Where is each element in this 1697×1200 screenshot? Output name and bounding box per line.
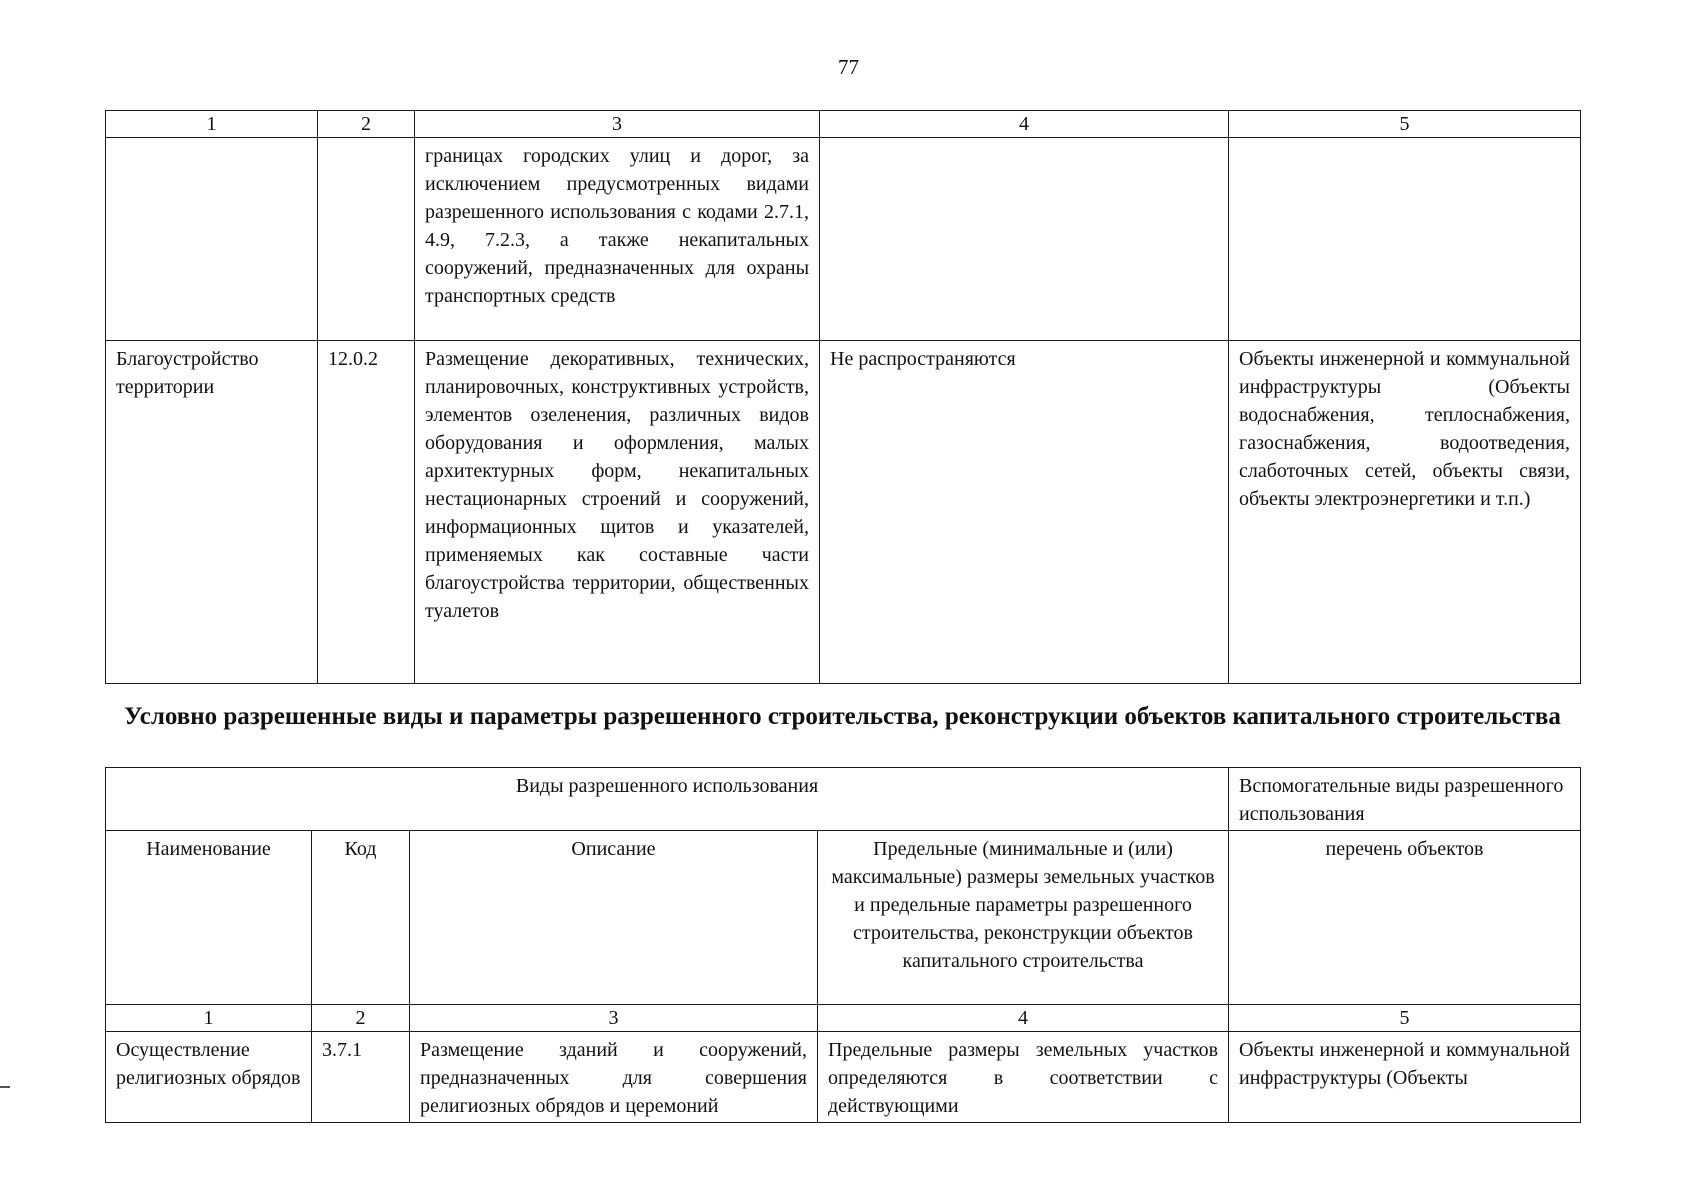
- cell-code: 3.7.1: [312, 1032, 410, 1123]
- header-auxiliary: перечень объектов: [1229, 831, 1581, 1005]
- page-number: 77: [838, 55, 859, 79]
- cell-auxiliary: [1229, 138, 1581, 341]
- group-header-row: [106, 768, 1581, 831]
- column-number-5: 5: [1229, 111, 1581, 138]
- cell-parameters: Не распространяются: [820, 341, 1229, 684]
- cell-description: Размещение декоративных, технических, планировочных, конструктивных устройств, элементов озеленения, различных видов оборудования и оформления, малых архитектурных форм, некапитальных нестационарных строений и сооружений, информационных щитов и указателей, применяемых как составные части благоустройства территории, общественных туалетов: [415, 341, 820, 684]
- column-number-row: [106, 1005, 1581, 1032]
- table-row: [106, 341, 1581, 684]
- cell-description: границах городских улиц и дорог, за исключением предусмотренных видами разрешенного использования с кодами 2.7.1, 4.9, 7.2.3, а также некапитальных сооружений, предназначенных для охраны транспортных средств: [415, 138, 820, 341]
- column-header-row: [106, 831, 1581, 1005]
- cell-parameters: [820, 138, 1229, 341]
- group-header-auxiliary: Вспомогательные виды разрешенного использования: [1229, 768, 1581, 831]
- header-description: Описание: [410, 831, 818, 1005]
- margin-mark: [0, 1086, 10, 1088]
- column-number-3: 3: [410, 1005, 818, 1032]
- column-number-4: 4: [820, 111, 1229, 138]
- land-use-table-continued: [105, 110, 1581, 684]
- column-number-3: 3: [415, 111, 820, 138]
- header-code: Код: [312, 831, 410, 1005]
- cell-auxiliary: Объекты инженерной и коммунальной инфраструктуры (Объекты: [1229, 1032, 1581, 1123]
- cell-code: [318, 138, 415, 341]
- column-number-4: 4: [818, 1005, 1229, 1032]
- cell-name: [106, 138, 318, 341]
- column-number-2: 2: [318, 111, 415, 138]
- column-number-row: [106, 111, 1581, 138]
- cell-name: Благоустройство территории: [106, 341, 318, 684]
- cell-name: Осуществление религиозных обрядов: [106, 1032, 312, 1123]
- table-row: [106, 1032, 1581, 1123]
- table-row: [106, 138, 1581, 341]
- column-number-1: 1: [106, 1005, 312, 1032]
- column-number-2: 2: [312, 1005, 410, 1032]
- cell-description: Размещение зданий и сооружений, предназначенных для совершения религиозных обрядов и церемоний: [410, 1032, 818, 1123]
- group-header-main: Виды разрешенного использования: [106, 768, 1229, 831]
- cell-auxiliary: Объекты инженерной и коммунальной инфраструктуры (Объекты водоснабжения, теплоснабжения, газоснабжения, водоотведения, слаботочных сетей, объекты связи, объекты электроэнергетики и т.п.): [1229, 341, 1581, 684]
- column-number-1: 1: [106, 111, 318, 138]
- column-number-5: 5: [1229, 1005, 1581, 1032]
- cell-parameters: Предельные размеры земельных участков определяются в соответствии с действующими: [818, 1032, 1229, 1123]
- section-title: Условно разрешенные виды и параметры разрешенного строительства, реконструкции объектов капитального строительства: [124, 703, 1561, 730]
- cell-code: 12.0.2: [318, 341, 415, 684]
- header-name: Наименование: [106, 831, 312, 1005]
- header-parameters: Предельные (минимальные и (или) максимальные) размеры земельных участков и предельные параметры разрешенного строительства, реконструкции объектов капитального строительства: [818, 831, 1229, 1005]
- conditional-land-use-table: [105, 767, 1581, 1123]
